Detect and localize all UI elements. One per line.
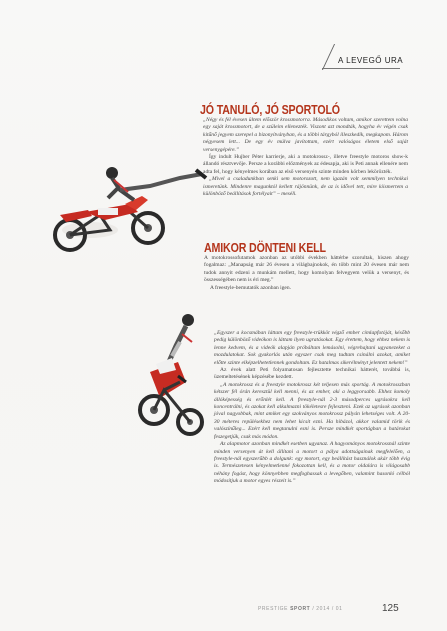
paragraph: Így indult Hujber Péter karrierje, aki a motokrossz-, illetve freestyle motoros show-k állandó résztvevője. Persze a korábbi előzmények az édesapja, aki is Peti annak ellenére nem adta fel, hogy kényelmes korában az első versenyén szinte minden körben lekörözték. (203, 154, 408, 175)
headline-secondary: AMIKOR DÖNTENI KELL (204, 240, 326, 255)
headline-primary: JÓ TANULÓ, JÓ SPORTOLÓ (200, 102, 340, 117)
photo-rider-jump-2 (120, 312, 220, 444)
magazine-name: SPORT (290, 606, 311, 612)
magazine-prefix: PRESTIGE (258, 606, 289, 612)
paragraph: A freestyle-bemutatók azonban igen. (210, 284, 291, 291)
intro-text (203, 117, 408, 198)
paragraph: „Négy és fél évesen ültem először krossmotorra. Másodikos voltam, amikor szerettem volna egy saját krossmotort, de a szüleim ellenezték. Viszont azt mondták, hogyha év végén csak kitűnő jegyem szerepel a bizonyítványban, és a többi tárgyból illeszkedik, megkapom. Három négyesem lett... De egy év múlva javítottam, ezért valóságos életem első saját versenygépére.” (203, 117, 408, 153)
paragraph: „A motokrossz és a freestyle motokrossz két teljesen más sportág. A motokrosszban kétszer fél órán keresztül kell menni, és az ember, aki a leggyorsabb. Ehhez komoly állóképesség és erőnlét kell. A freestyle-nál 2-3 másodperces ugrásokra kell koncentrálni, és azokat kell alkalmazni tökéletesre fejleszteni. Ezek az ugrások azonban jóval nagyobbak, mint amiket egy szokványos motokrossz pályán lehetséges volt. A 20-30 méteres repülésekhez nem lehet kicsit ezni. Ha hibázol, akkor valamid törik és valószínűleg... Ezért kell megtanulni esni is. Persze mindkét sportágban a határokat feszegetjük, csak más módon. (214, 381, 410, 440)
paragraph: Az alapmotor azonban mindkét esetben ugyanaz. A hagyományos motokrossnál szinte minden versenyen át kell állítani a motort a pálya adottságainak megfelelően, a freestyle-nál egyszerűbb a dolgunk: egy motort, egy beállítást használok akár több évig is. Természetesen kényelmetlenné fokozottan kell, és a motor oldalára is világosabb néhány fogást, hogy könnyebben megfoghassak a levegőben, valamint hasonló célból módosítjuk a motor egyes részeit is.” (214, 441, 410, 485)
magazine-issue: / 2014 / 01 (312, 606, 343, 612)
page-number: 125 (382, 603, 399, 614)
section-divider (322, 44, 335, 70)
footer-magazine (258, 606, 343, 612)
paragraph: A motokrossofutamok azonban az utóbbi években háttérbe szorultak, hiszen ahogy fogalmaz: „Manapság már 26 évesen a világbajnokok, én több mint 20 évesen már nem tudok annyit edzeni a munkám mellett, hogy komolyan felvegyem velük a versenyt, és összességében nem is éri meg.” (204, 255, 409, 284)
paragraph: „Mivel a csaladunkban senki sem motorozott, nem igazán volt semmilyen technikai ismeretünk. Mindenre magunktól kellett rájönnünk, de az is idővel tett, mire kiismertem a különböző beállítások fortélyait” – meséli. (203, 176, 408, 198)
paragraph: Az évek alatt Peti folyamatosan fejlesztette technikai hátterét, továbbá is, üzemeltetésének képzésébe kezdett. (214, 367, 410, 381)
section-label: A LEVEGŐ URA (338, 56, 404, 65)
paragraph: „Egyszer a kocsmában láttam egy freestyle-trükköt végző ember címlapfotóját, később pedig különböző videókon is láttam ilyen ugratásokat. Egy érettem, hogy ehhez nekem is lenne kedvem, és a videók alapján próbáltam lemásolni, végrehajtani ugyanezeket a mozdulatokat. Sok gyakorlás után egyszer csak meg tudtam csinálni azokat, amiket előtte szinte elképzelhetetlennek gondoltam. Ez hatalmas sikerélményt jelentett nekem!” (214, 330, 410, 366)
body-text-2 (214, 330, 410, 486)
body-text-1 (204, 255, 409, 292)
photo-rider-jump-1 (30, 160, 210, 260)
section-underline (322, 68, 400, 69)
